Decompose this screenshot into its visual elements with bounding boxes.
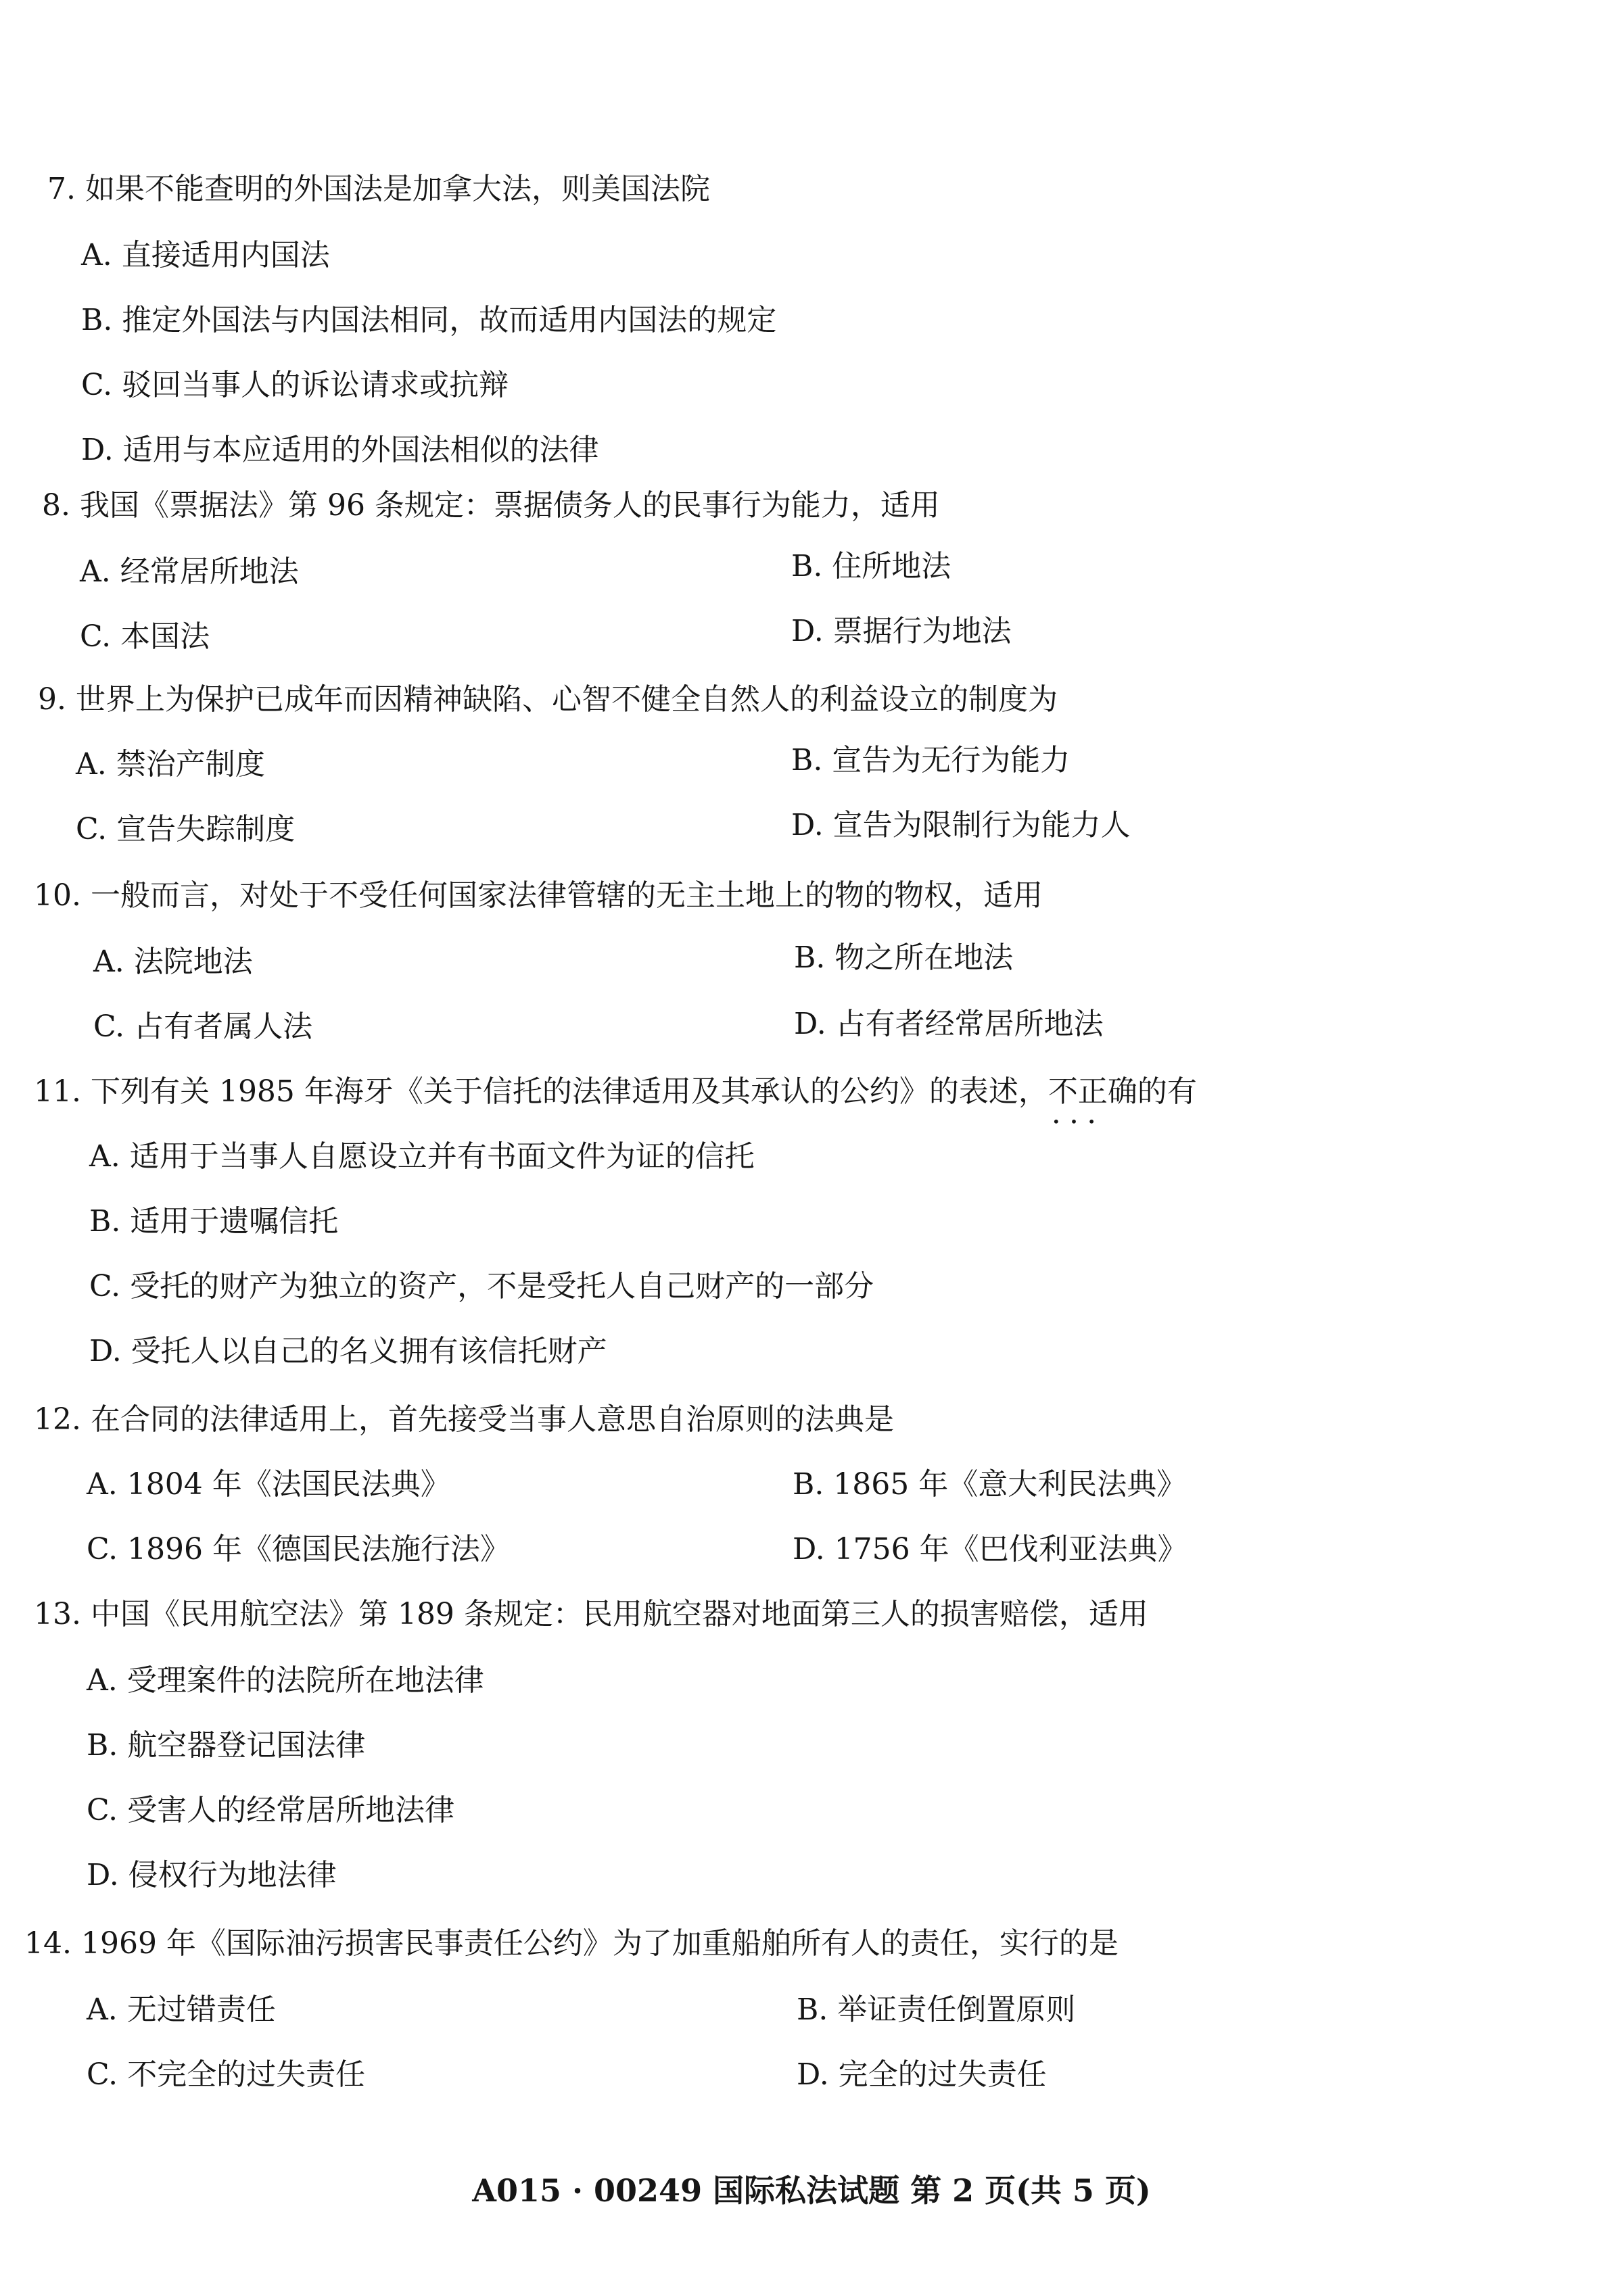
option-d: D. 占有者经常居所地法 — [794, 1007, 1104, 1041]
option-c: C. 受害人的经常居所地法律 — [87, 1793, 455, 1827]
option-a: A. 适用于当事人自愿设立并有书面文件为证的信托 — [89, 1139, 755, 1174]
option-a: A. 无过错责任 — [87, 1992, 276, 2027]
option-d: D. 票据行为地法 — [791, 614, 1012, 648]
question-stem: 10. 一般而言，对处于不受任何国家法律管辖的无主土地上的物的物权，适用 — [34, 878, 1043, 913]
option-b: B. 适用于遗嘱信托 — [89, 1204, 339, 1239]
option-b: B. 物之所在地法 — [794, 940, 1014, 975]
option-d: D. 宣告为限制行为能力人 — [791, 808, 1131, 842]
option-c: C. 宣告失踪制度 — [76, 812, 296, 846]
option-c: C. 不完全的过失责任 — [87, 2057, 366, 2092]
option-a: A. 受理案件的法院所在地法律 — [87, 1663, 484, 1698]
option-d: D. 1756 年《巴伐利亚法典》 — [793, 1532, 1187, 1566]
page-footer: A015 · 00249 国际私法试题 第 2 页(共 5 页) — [472, 2172, 1151, 2209]
option-c: C. 驳回当事人的诉讼请求或抗辩 — [81, 368, 509, 402]
option-c: C. 受托的财产为独立的资产，不是受托人自己财产的一部分 — [89, 1269, 874, 1304]
option-d: D. 适用与本应适用的外国法相似的法律 — [81, 433, 599, 467]
option-d: D. 完全的过失责任 — [797, 2057, 1047, 2092]
question-stem: 12. 在合同的法律适用上，首先接受当事人意思自治原则的法典是 — [34, 1402, 894, 1437]
option-a: A. 直接适用内国法 — [81, 238, 330, 272]
question-stem: 9. 世界上为保护已成年而因精神缺陷、心智不健全自然人的利益设立的制度为 — [38, 682, 1058, 717]
option-a: A. 经常居所地法 — [80, 554, 299, 589]
option-b: B. 宣告为无行为能力 — [791, 743, 1071, 778]
option-b: B. 住所地法 — [791, 549, 951, 583]
option-a: A. 1804 年《法国民法典》 — [87, 1467, 450, 1502]
option-a: A. 禁治产制度 — [76, 747, 265, 782]
option-b: B. 举证责任倒置原则 — [797, 1992, 1076, 2027]
question-stem: 13. 中国《民用航空法》第 189 条规定：民用航空器对地面第三人的损害赔偿，适用 — [34, 1597, 1148, 1631]
question-stem: 8. 我国《票据法》第 96 条规定：票据债务人的民事行为能力，适用 — [42, 488, 940, 523]
question-stem: 14. 1969 年《国际油污损害民事责任公约》为了加重船舶所有人的责任，实行的是 — [24, 1926, 1119, 1961]
option-c: C. 占有者属人法 — [93, 1009, 313, 1044]
stem-emphasis: 不正确 • • • — [1048, 1074, 1137, 1109]
option-c: C. 本国法 — [80, 619, 210, 654]
stem-tail: 的有 — [1137, 1074, 1197, 1109]
question-stem — [34, 1072, 1197, 1112]
stem-text: 11. 下列有关 1985 年海牙《关于信托的法律适用及其承认的公约》的表述， — [34, 1074, 1048, 1109]
option-b: B. 航空器登记国法律 — [87, 1728, 366, 1763]
question-stem: 7. 如果不能查明的外国法是加拿大法，则美国法院 — [47, 172, 710, 206]
option-b: B. 1865 年《意大利民法典》 — [793, 1467, 1187, 1502]
option-d: D. 侵权行为地法律 — [87, 1858, 337, 1892]
option-d: D. 受托人以自己的名义拥有该信托财产 — [89, 1334, 607, 1368]
option-c: C. 1896 年《德国民法施行法》 — [87, 1532, 511, 1566]
option-b: B. 推定外国法与内国法相同，故而适用内国法的规定 — [81, 303, 777, 337]
option-a: A. 法院地法 — [93, 944, 253, 979]
